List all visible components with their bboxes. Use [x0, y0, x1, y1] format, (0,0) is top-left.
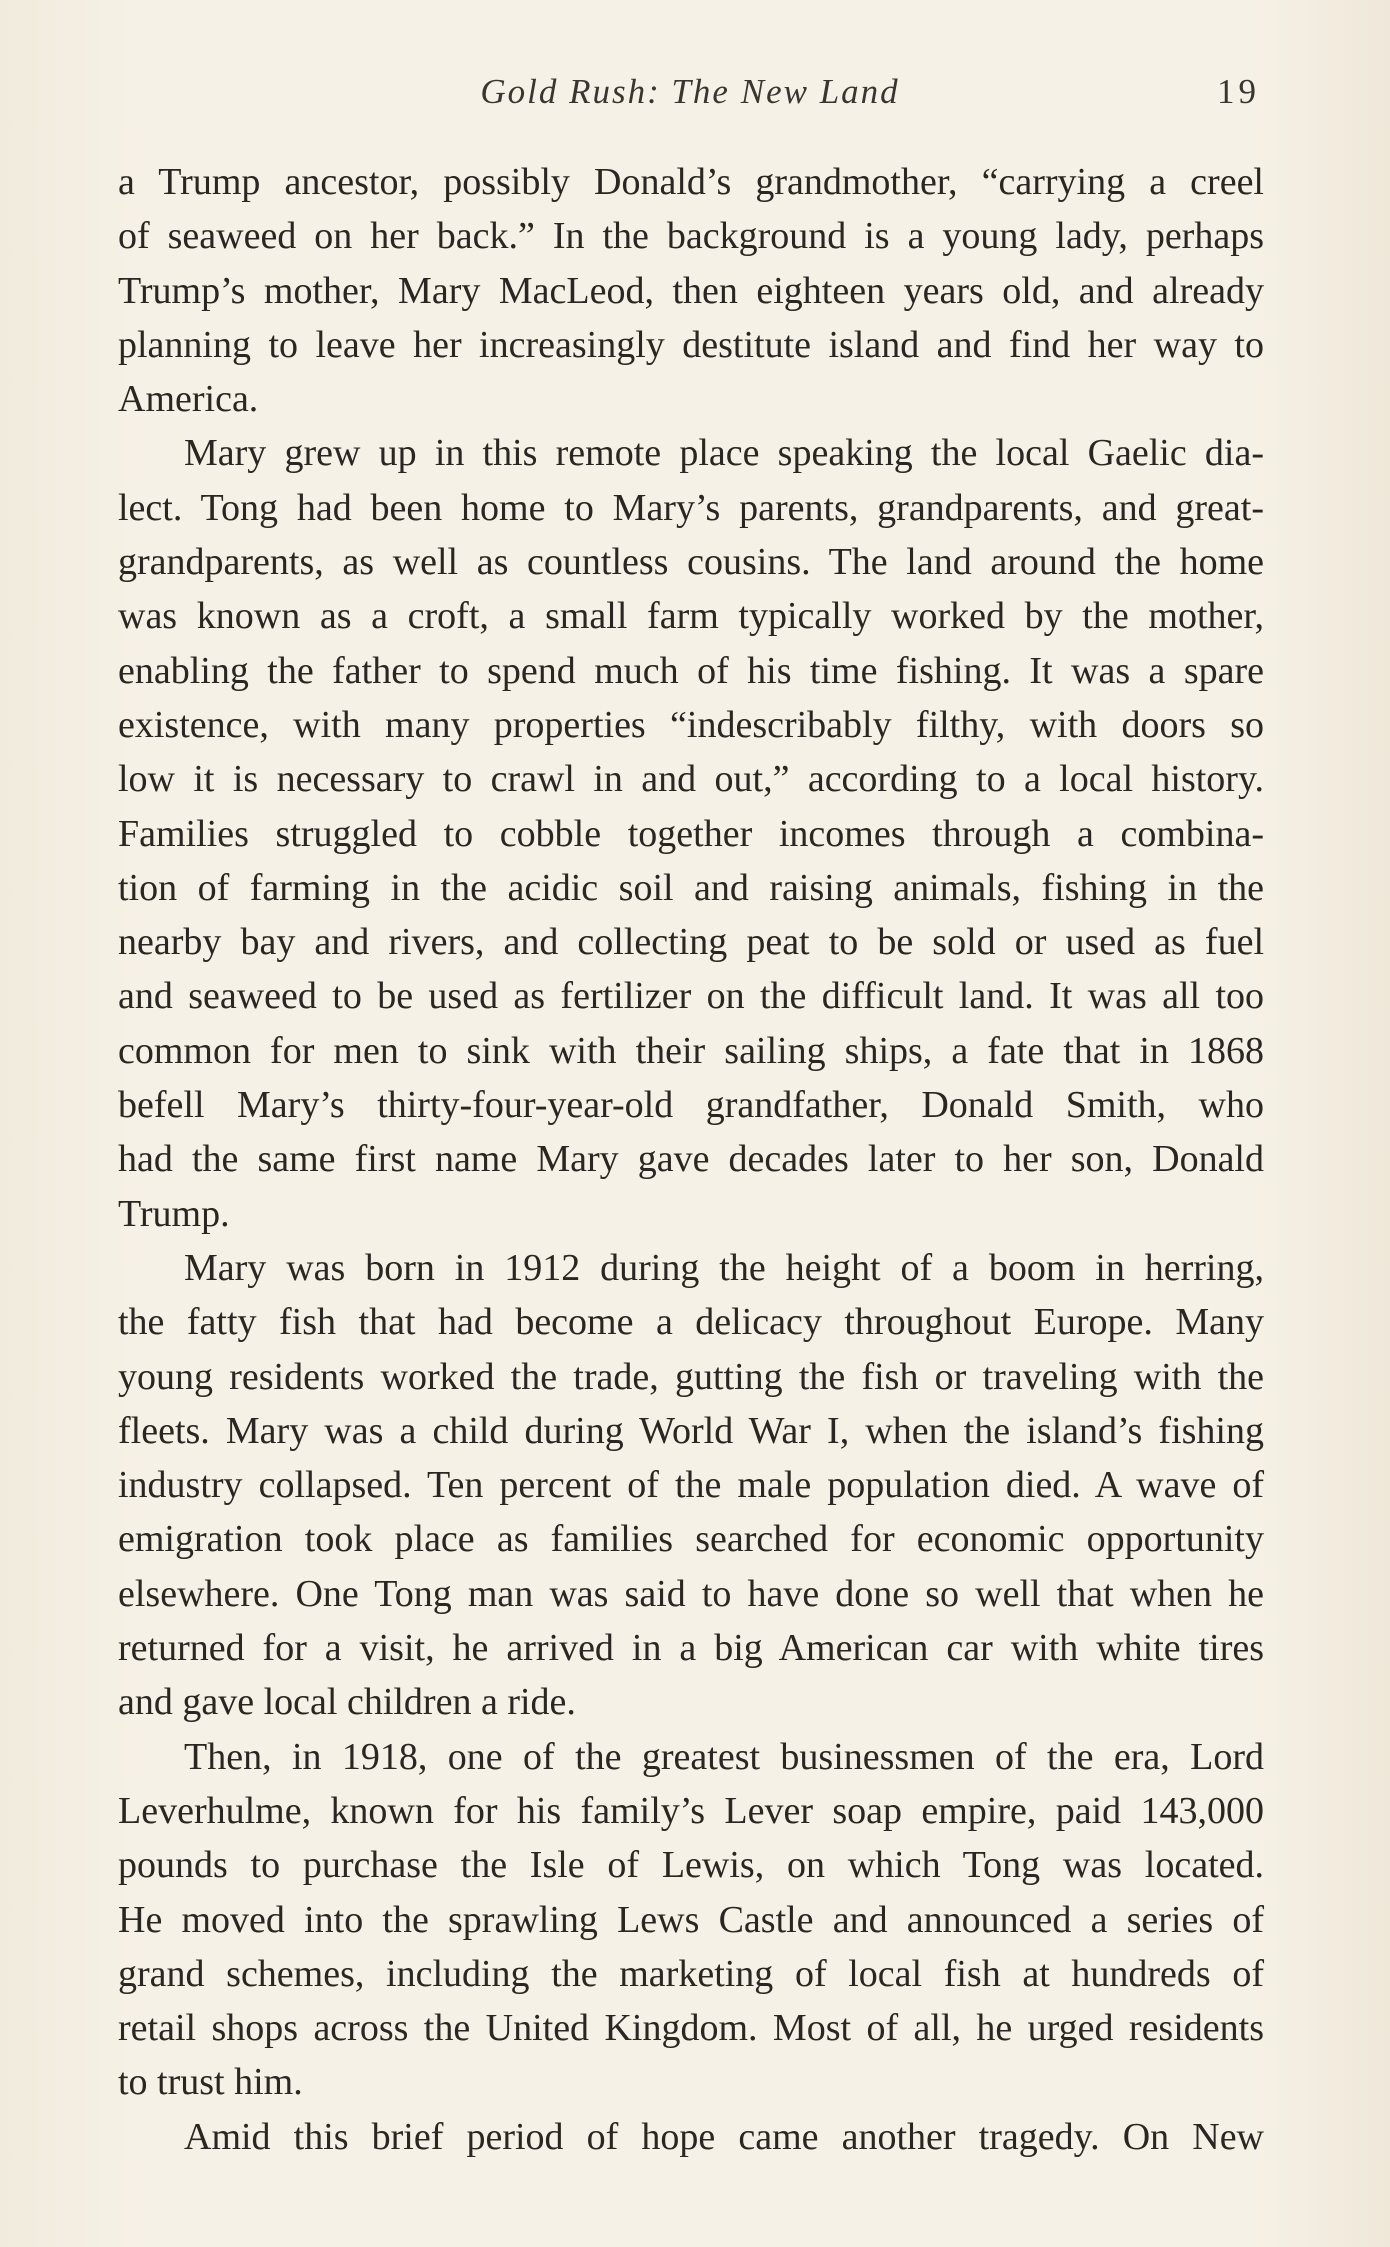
text-line: the fatty fish that had become a delicacy throughout Europe. Many — [118, 1301, 1264, 1344]
text-line: pounds to purchase the Isle of Lewis, on which Tong was located. — [118, 1844, 1264, 1887]
text-line: enabling the father to spend much of his time fishing. It was a spare — [118, 649, 1264, 692]
text-line: Leverhulme, known for his family’s Lever soap empire, paid 143,000 — [118, 1789, 1264, 1832]
text-line: befell Mary’s thirty-four-year-old grandfather, Donald Smith, who — [118, 1084, 1264, 1127]
text-line: of seaweed on her back.” In the background is a young lady, perhaps — [118, 215, 1264, 258]
text-line: Then, in 1918, one of the greatest businessmen of the era, Lord — [184, 1735, 1264, 1778]
text-line: and gave local children a ride. — [118, 1681, 576, 1724]
text-line: grand schemes, including the marketing of local fish at hundreds of — [118, 1952, 1264, 1995]
page-header — [120, 72, 1260, 118]
text-line: lect. Tong had been home to Mary’s parents, grandparents, and great- — [118, 486, 1264, 529]
text-line: had the same first name Mary gave decades later to her son, Donald — [118, 1138, 1264, 1181]
text-line: Trump’s mother, Mary MacLeod, then eighteen years old, and already — [118, 269, 1264, 312]
text-line: Mary was born in 1912 during the height of a boom in herring, — [184, 1246, 1264, 1289]
text-line: industry collapsed. Ten percent of the male population died. A wave of — [118, 1464, 1264, 1507]
body-text — [118, 155, 1264, 2164]
text-line: planning to leave her increasingly destitute island and find her way to — [118, 323, 1264, 366]
text-line: was known as a croft, a small farm typically worked by the mother, — [118, 595, 1264, 638]
text-line: elsewhere. One Tong man was said to have done so well that when he — [118, 1572, 1264, 1615]
text-line: and seaweed to be used as fertilizer on the difficult land. It was all too — [118, 975, 1264, 1018]
running-title: Gold Rush: The New Land — [480, 72, 900, 111]
text-line: low it is necessary to crawl in and out,” according to a local history. — [118, 758, 1264, 801]
text-line: grandparents, as well as countless cousins. The land around the home — [118, 541, 1264, 584]
text-line: Mary grew up in this remote place speaking the local Gaelic dia- — [184, 432, 1264, 475]
text-line: nearby bay and rivers, and collecting peat to be sold or used as fuel — [118, 921, 1264, 964]
text-line: to trust him. — [118, 2061, 303, 2104]
text-line: tion of farming in the acidic soil and raising animals, fishing in the — [118, 866, 1264, 909]
text-line: He moved into the sprawling Lews Castle and announced a series of — [118, 1898, 1264, 1941]
text-line: America. — [118, 378, 259, 421]
text-line: Amid this brief period of hope came another tragedy. On New — [184, 2115, 1264, 2158]
text-line: fleets. Mary was a child during World War I, when the island’s fishing — [118, 1409, 1264, 1452]
text-line: young residents worked the trade, gutting the fish or traveling with the — [118, 1355, 1264, 1398]
text-line: a Trump ancestor, possibly Donald’s grandmother, “carrying a creel — [118, 161, 1264, 203]
text-line: Trump. — [118, 1192, 230, 1235]
page-number: 19 — [1217, 72, 1260, 111]
text-line: emigration took place as families searched for economic opportunity — [118, 1518, 1264, 1561]
text-line: returned for a visit, he arrived in a big American car with white tires — [118, 1627, 1264, 1670]
text-line: retail shops across the United Kingdom. Most of all, he urged residents — [118, 2007, 1264, 2050]
text-line: common for men to sink with their sailing ships, a fate that in 1868 — [118, 1029, 1264, 1072]
text-line: Families struggled to cobble together incomes through a combina- — [118, 812, 1264, 855]
text-line: existence, with many properties “indescribably filthy, with doors so — [118, 703, 1264, 746]
